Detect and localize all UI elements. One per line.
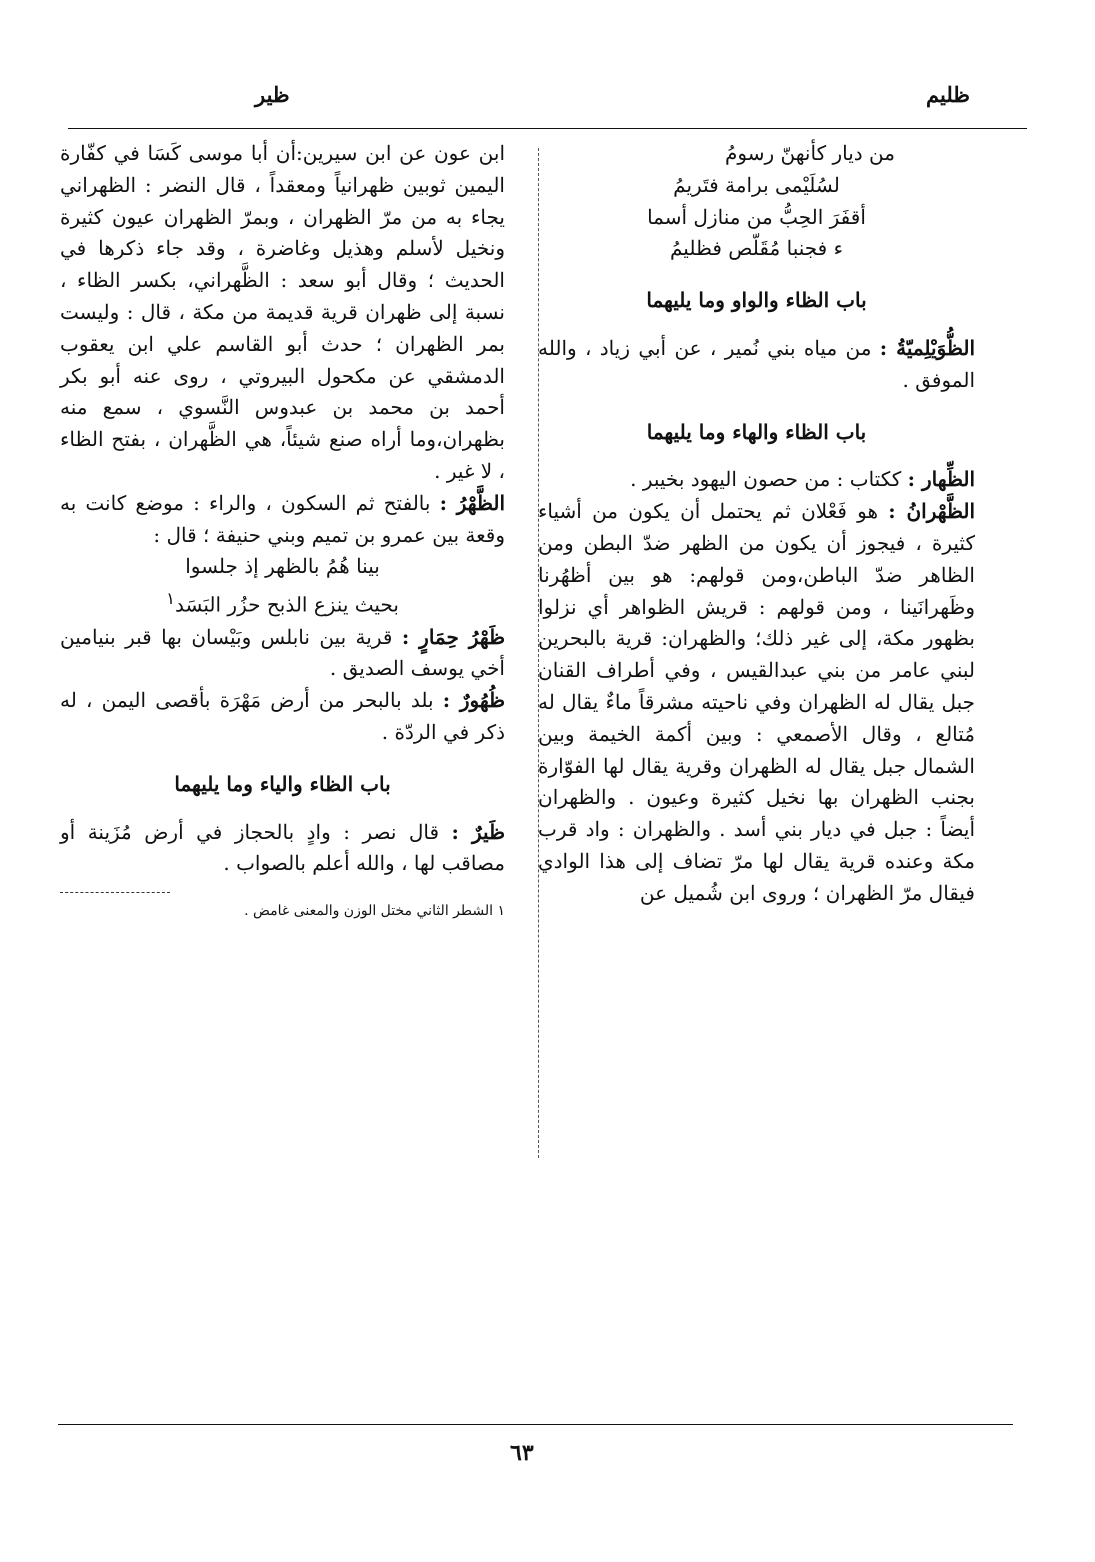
footnote-marker: ١ <box>166 589 176 609</box>
section-heading: باب الظاء والواو وما يليهما <box>646 288 867 313</box>
footnote: ١ الشطر الثاني مختل الوزن والمعنى غامض . <box>244 903 505 920</box>
footnote-rule <box>60 892 170 893</box>
entry-text: بلد بالبحر من أرض مَهْرَة بأقصى اليمن ، له ذكر في الردّة . <box>60 688 505 744</box>
left-column <box>60 138 505 921</box>
verse-line: لسُلَيْمى برامة فتَريمُ <box>673 172 840 197</box>
entry-headword: ظَيرٌ : <box>451 819 506 844</box>
dictionary-entry <box>538 496 975 909</box>
dictionary-entry <box>538 464 975 496</box>
page-number: ٦٣ <box>510 1440 534 1466</box>
verse-line <box>60 583 505 621</box>
dictionary-entry <box>60 685 505 749</box>
footer-rule <box>58 1424 1013 1425</box>
entry-text: ككتاب : من حصون اليهود بخيبر . <box>630 467 902 492</box>
paragraph: ابن عون عن ابن سيرين:أن أبا موسى كَسَا في كفّارة اليمين ثوبين ظهرانياً ومعقداً ، قال النضر : الظهراني يجاء به من مرّ الظهران ، وبمرّ الظهران عيون كثيرة ونخيل لأسلم وهذيل وغاضرة ، وقد جاء ذكرها في الحديث ؛ وقال أبو سعد : الظَّهراني، بكسر الظاء ، نسبة إلى ظهران قرية قديمة من مكة ، قال : وليست بمر الظهران ؛ حدث أبو القاسم علي ابن يعقوب الدمشقي عن مكحول البيروتي ، روى عنه أبو بكر أحمد بن محمد بن عبدوس النَّسوي ، سمع منه بظهران،وما أراه صنع شيئاً، هي الظَّهران ، بفتح الظاء ، لا غير . <box>60 141 505 483</box>
entry-text: قال نصر : وادٍ بالحجاز في أرض مُزَينة أو مصاقب لها ، والله أعلم بالصواب . <box>60 819 505 876</box>
entry-headword: الظُّوَيْلِميّةُ : <box>879 335 976 360</box>
entry-headword: الظَّهْرُ : <box>439 490 506 515</box>
entry-headword: ظَهْرُ حِمَارٍ : <box>401 624 506 649</box>
section-heading: باب الظاء والهاء وما يليهما <box>646 419 867 444</box>
verse-line: ء فجنبا مُقَلّص فظليمُ <box>670 236 843 261</box>
entry-headword: الظَّهْرانُ : <box>888 499 976 524</box>
section-heading: باب الظاء والياء وما يليهما <box>174 771 391 796</box>
verse-line: أقفَرَ الحِبُّ من منازل أسما <box>647 204 866 229</box>
entry-text: قرية بين نابلس وبَيْسان بها قبر بنيامين أخي يوسف الصديق . <box>60 624 505 681</box>
dictionary-entry <box>60 817 505 881</box>
verse-line: بينا هُمُ بالظهر إذ جلسوا <box>185 554 380 579</box>
right-column <box>538 138 975 910</box>
entry-headword: ظُهُورٌ : <box>442 688 505 713</box>
header-rule <box>68 128 1027 129</box>
running-header-right: ظليم <box>926 82 970 107</box>
verse-text: بحيث ينزع الذبح حزُر البَسَد <box>175 592 399 617</box>
entry-headword: الظِّهار : <box>907 467 975 492</box>
entry-text: من مياه بني نُمير ، عن أبي زياد ، والله الموفق . <box>538 335 975 392</box>
running-header-left: ظير <box>255 82 290 107</box>
dictionary-entry <box>60 622 505 686</box>
entry-text: بالفتح ثم السكون ، والراء : موضع كانت به وقعة بين عمرو بن تميم وبني حنيفة ؛ قال : <box>60 490 505 547</box>
verse-line: من ديار كأنهنّ رسومُ <box>725 141 895 165</box>
entry-text: هو فَعْلان ثم يحتمل أن يكون من أشياء كثيرة ، فيجوز أن يكون من الظهر ضدّ البطن ومن الظاهر ضدّ الباطن،ومن قولهم: هو بين أظهُرنا وظَهرانَينا ، ومن قولهم : قريش الظواهر أي نزلوا بظهور مكة، إلى غير ذلك؛ والظهران: قرية بالبحرين لبني عامر من بني عبدالقيس ، وفي أطراف القنان جبل يقال له الظهران وفي ناحيته مشرقاً ماءٌ يقال له مُتالع ، وقال الأصمعي : وبين أكمة الخيمة وبين الشمال جبل يقال له الظهران وقرية يقال لها الفوّارة بجنب الظهران بها نخيل كثيرة وعيون . والظهران أيضاً : جبل في ديار بني أسد . والظهران : واد قرب مكة وعنده قرية يقال لها مرّ تضاف إلى هذا الوادي فيقال مرّ الظهران ؛ وروى ابن شُميل عن <box>538 499 975 905</box>
dictionary-entry <box>60 488 505 552</box>
dictionary-entry <box>538 333 975 397</box>
